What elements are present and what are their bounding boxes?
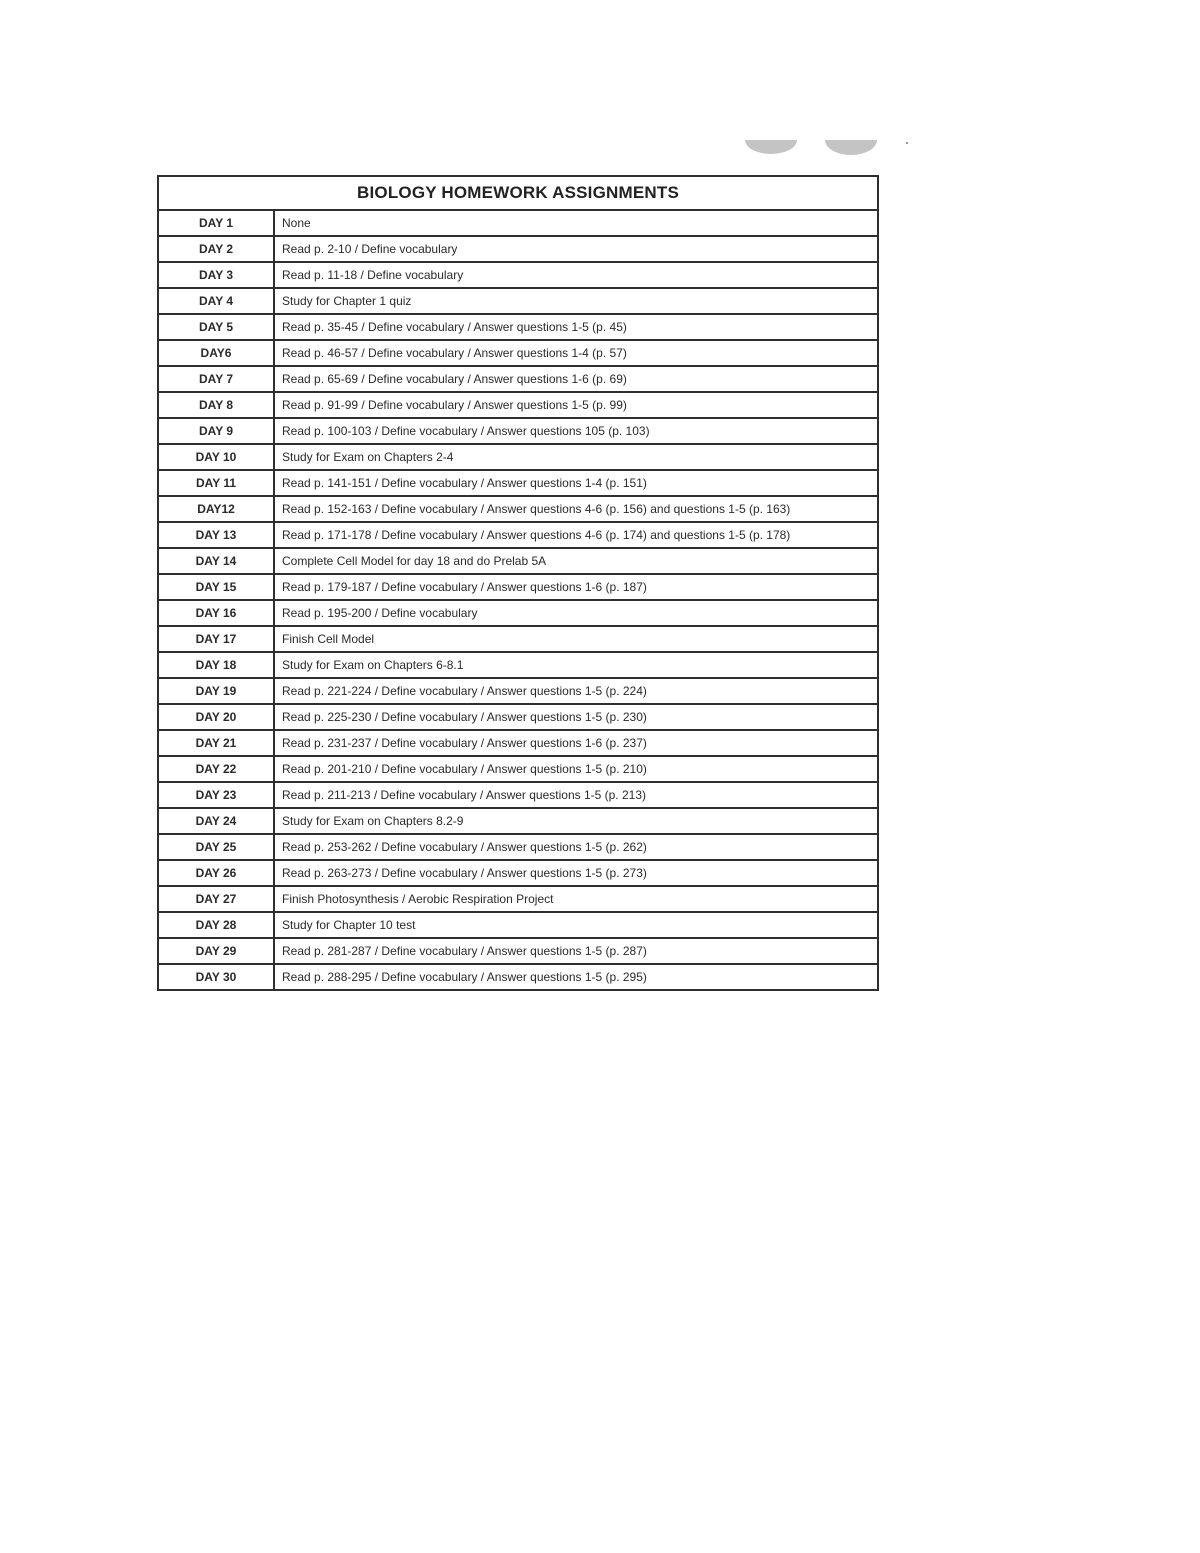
assignment-cell: Read p. 263-273 / Define vocabulary / Answer questions 1-5 (p. 273) — [274, 860, 878, 886]
day-cell: DAY 30 — [158, 964, 274, 990]
table-row — [158, 470, 878, 496]
day-cell: DAY6 — [158, 340, 274, 366]
assignment-cell: Study for Chapter 1 quiz — [274, 288, 878, 314]
day-cell: DAY 7 — [158, 366, 274, 392]
day-cell: DAY 3 — [158, 262, 274, 288]
day-cell: DAY 22 — [158, 756, 274, 782]
day-cell: DAY 1 — [158, 210, 274, 236]
assignment-cell: Read p. 65-69 / Define vocabulary / Answer questions 1-6 (p. 69) — [274, 366, 878, 392]
assignment-cell: Complete Cell Model for day 18 and do Prelab 5A — [274, 548, 878, 574]
assignment-cell: Read p. 221-224 / Define vocabulary / Answer questions 1-5 (p. 224) — [274, 678, 878, 704]
assignment-cell: Read p. 195-200 / Define vocabulary — [274, 600, 878, 626]
assignment-cell: Read p. 2-10 / Define vocabulary — [274, 236, 878, 262]
assignment-cell: Read p. 211-213 / Define vocabulary / Answer questions 1-5 (p. 213) — [274, 782, 878, 808]
day-cell: DAY 18 — [158, 652, 274, 678]
table-row — [158, 600, 878, 626]
day-cell: DAY 20 — [158, 704, 274, 730]
table-row — [158, 444, 878, 470]
assignment-cell: Read p. 201-210 / Define vocabulary / Answer questions 1-5 (p. 210) — [274, 756, 878, 782]
day-cell: DAY 17 — [158, 626, 274, 652]
day-cell: DAY 19 — [158, 678, 274, 704]
table-row — [158, 730, 878, 756]
day-cell: DAY 24 — [158, 808, 274, 834]
table-row — [158, 392, 878, 418]
table-row — [158, 548, 878, 574]
assignment-cell: Read p. 11-18 / Define vocabulary — [274, 262, 878, 288]
table-row — [158, 886, 878, 912]
homework-table — [157, 175, 879, 991]
day-cell: DAY 14 — [158, 548, 274, 574]
table-row — [158, 678, 878, 704]
table-row — [158, 964, 878, 990]
table-row — [158, 366, 878, 392]
table-row — [158, 340, 878, 366]
table-row — [158, 808, 878, 834]
assignment-cell: Read p. 281-287 / Define vocabulary / Answer questions 1-5 (p. 287) — [274, 938, 878, 964]
table-row — [158, 652, 878, 678]
table-body — [158, 210, 878, 990]
assignment-cell: Finish Photosynthesis / Aerobic Respiration Project — [274, 886, 878, 912]
day-cell: DAY 4 — [158, 288, 274, 314]
assignment-cell: Read p. 152-163 / Define vocabulary / Answer questions 4-6 (p. 156) and questions 1-5 (p. 163) — [274, 496, 878, 522]
table-title-row — [158, 176, 878, 210]
day-cell: DAY12 — [158, 496, 274, 522]
day-cell: DAY 28 — [158, 912, 274, 938]
table-row — [158, 522, 878, 548]
day-cell: DAY 10 — [158, 444, 274, 470]
assignment-cell: Read p. 225-230 / Define vocabulary / Answer questions 1-5 (p. 230) — [274, 704, 878, 730]
decorative-shape-right — [825, 140, 877, 155]
day-cell: DAY 5 — [158, 314, 274, 340]
assignment-cell: Read p. 171-178 / Define vocabulary / Answer questions 4-6 (p. 174) and questions 1-5 (p. 178) — [274, 522, 878, 548]
assignment-cell: Study for Chapter 10 test — [274, 912, 878, 938]
assignment-cell: Study for Exam on Chapters 8.2-9 — [274, 808, 878, 834]
table-row — [158, 210, 878, 236]
table-row — [158, 756, 878, 782]
day-cell: DAY 9 — [158, 418, 274, 444]
table-row — [158, 496, 878, 522]
assignment-cell: Study for Exam on Chapters 6-8.1 — [274, 652, 878, 678]
table-row — [158, 314, 878, 340]
assignment-cell: None — [274, 210, 878, 236]
table-row — [158, 912, 878, 938]
day-cell: DAY 27 — [158, 886, 274, 912]
assignment-cell: Study for Exam on Chapters 2-4 — [274, 444, 878, 470]
assignment-cell: Read p. 288-295 / Define vocabulary / Answer questions 1-5 (p. 295) — [274, 964, 878, 990]
decorative-speck — [906, 142, 908, 144]
table-row — [158, 626, 878, 652]
day-cell: DAY 25 — [158, 834, 274, 860]
day-cell: DAY 23 — [158, 782, 274, 808]
assignment-cell: Read p. 253-262 / Define vocabulary / Answer questions 1-5 (p. 262) — [274, 834, 878, 860]
assignment-cell: Read p. 179-187 / Define vocabulary / Answer questions 1-6 (p. 187) — [274, 574, 878, 600]
table-row — [158, 418, 878, 444]
assignment-cell: Read p. 141-151 / Define vocabulary / Answer questions 1-4 (p. 151) — [274, 470, 878, 496]
day-cell: DAY 29 — [158, 938, 274, 964]
day-cell: DAY 16 — [158, 600, 274, 626]
day-cell: DAY 15 — [158, 574, 274, 600]
assignment-cell: Finish Cell Model — [274, 626, 878, 652]
table-row — [158, 860, 878, 886]
table-row — [158, 262, 878, 288]
table-row — [158, 782, 878, 808]
day-cell: DAY 13 — [158, 522, 274, 548]
decorative-shape-left — [745, 140, 797, 154]
day-cell: DAY 11 — [158, 470, 274, 496]
table-title: BIOLOGY HOMEWORK ASSIGNMENTS — [158, 176, 878, 210]
day-cell: DAY 21 — [158, 730, 274, 756]
table-row — [158, 236, 878, 262]
table-row — [158, 834, 878, 860]
table-row — [158, 704, 878, 730]
day-cell: DAY 2 — [158, 236, 274, 262]
assignment-cell: Read p. 35-45 / Define vocabulary / Answer questions 1-5 (p. 45) — [274, 314, 878, 340]
table-row — [158, 288, 878, 314]
table-row — [158, 574, 878, 600]
table-row — [158, 938, 878, 964]
assignment-cell: Read p. 46-57 / Define vocabulary / Answer questions 1-4 (p. 57) — [274, 340, 878, 366]
assignment-cell: Read p. 91-99 / Define vocabulary / Answer questions 1-5 (p. 99) — [274, 392, 878, 418]
assignment-cell: Read p. 231-237 / Define vocabulary / Answer questions 1-6 (p. 237) — [274, 730, 878, 756]
day-cell: DAY 8 — [158, 392, 274, 418]
assignment-cell: Read p. 100-103 / Define vocabulary / Answer questions 105 (p. 103) — [274, 418, 878, 444]
day-cell: DAY 26 — [158, 860, 274, 886]
